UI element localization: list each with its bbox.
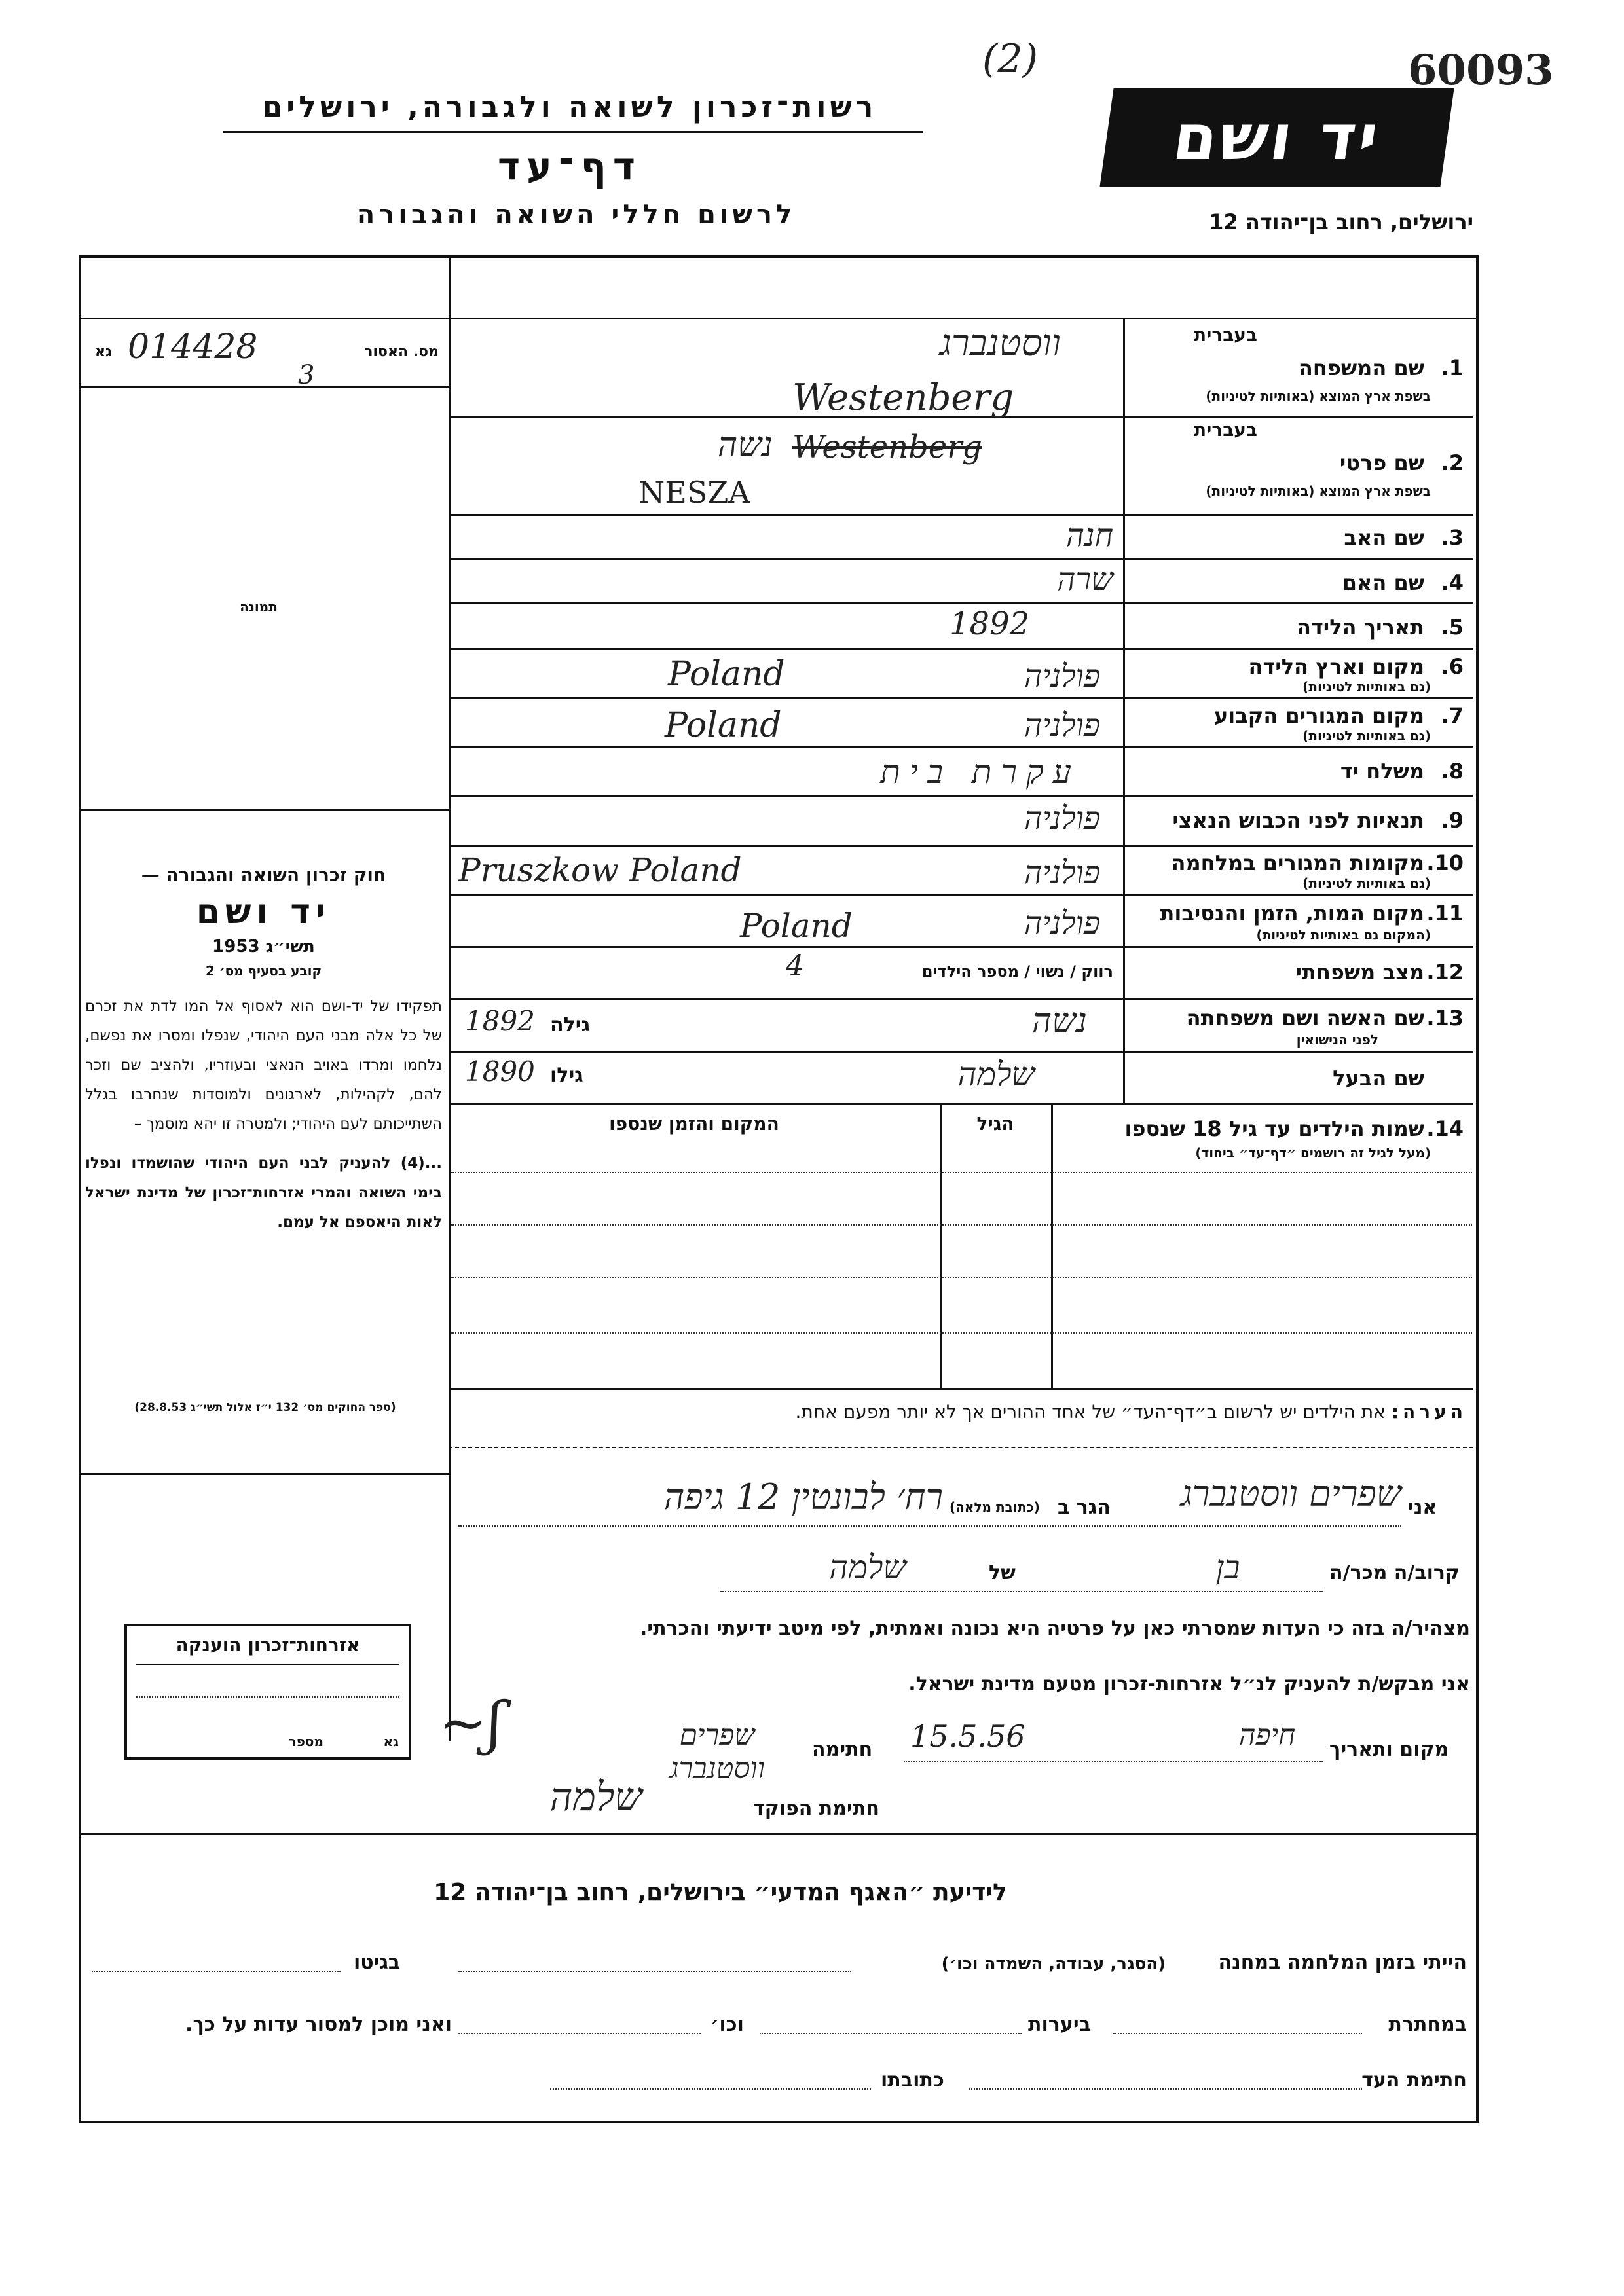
footer-line2-end: ואני מוכן למסור עדות על כך. — [185, 2013, 452, 2036]
field-12-number: 12. — [1426, 960, 1464, 985]
field-5-value[interactable]: 1892 — [950, 606, 1030, 642]
footer-line2-label: במחתרת — [1388, 2013, 1467, 2036]
decl-affirm: מצהיר/ה בזה כי העדות שמסרתי כאן על פרטיה היא נכונה ואמתית, לפי מיטב ידיעתי והכרתי. — [639, 1617, 1470, 1640]
field-11-label: מקום המות, הזמן והנסיבות — [1160, 901, 1424, 926]
photo-label: תמונה — [240, 599, 278, 615]
serial-box — [82, 327, 445, 390]
field-2-value-latin[interactable]: NESZA — [638, 475, 750, 510]
field-row-12 — [1126, 949, 1470, 996]
field-9-value[interactable]: פולניה — [1024, 800, 1100, 837]
decl-request: אני מבקש/ת להעניק לנ״ל אזרחות-זכרון מטעם מדינת ישראל. — [908, 1673, 1470, 1696]
field-1-label: שם המשפחה — [1298, 355, 1424, 380]
page-mark: (2) — [982, 36, 1038, 82]
form-subtitle: לרשום חללי השואה והגבורה — [356, 200, 796, 230]
decl-residing: הגר ב — [1058, 1496, 1111, 1519]
field-3-label: שם האב — [1344, 525, 1424, 550]
field-7-value-latin[interactable]: Poland — [665, 706, 782, 745]
field-7-value-he[interactable]: פולניה — [1024, 707, 1100, 744]
field-row-13 — [1126, 1002, 1470, 1049]
decl-place-date-label: מקום ותאריך — [1329, 1738, 1449, 1761]
field-3-value[interactable]: חנה — [1065, 517, 1113, 554]
field-1-value-latin[interactable]: Westenberg — [792, 376, 1014, 419]
field-row-6 — [1126, 650, 1470, 696]
field-7-number: 7. — [1441, 703, 1464, 728]
logo-text: יד ושם — [1168, 101, 1386, 174]
memorial-citizenship-box — [124, 1624, 411, 1760]
field-husband-label: שם הבעל — [1333, 1066, 1424, 1091]
serial-prefix: גא — [95, 344, 112, 360]
field-11-value-latin[interactable]: Poland — [740, 907, 853, 945]
field-13-age[interactable]: 1892 — [465, 1005, 535, 1037]
law-title: חוק זכרון השואה והגבורה — — [141, 864, 386, 886]
field-2-lang: בעברית — [1193, 419, 1257, 441]
footer-line3-end: כתובתו — [881, 2069, 944, 2092]
footer-line1-label: הייתי בזמן המלחמה במחנה — [1218, 1951, 1467, 1974]
decl-address-hint: (כתובת מלאה) — [950, 1499, 1040, 1515]
decl-officer-label: חתימת הפוקד — [753, 1797, 879, 1820]
decl-relation[interactable]: בן — [1215, 1548, 1240, 1586]
authority-name: רשות־זכרון לשואה ולגבורה, ירושלים — [262, 90, 877, 124]
field-2-value-he[interactable]: נשה — [717, 426, 773, 465]
field-5-label: תאריך הלידה — [1296, 615, 1424, 640]
field-1-value-he[interactable]: ווסטנברג — [939, 322, 1061, 365]
field-11-value-he[interactable]: פולניה — [1024, 905, 1100, 941]
law-text-1: תפקידו של יד-ושם הוא לאסוף אל המו לדת את זכרם של כל אלה מבני העם היהודי, שנפלו ומסרו את נפשם, נלחמו ומרדו באויב הנאצי ובעוזריו, ולהציב שם וזכר להם, לקהילות, לארגונים ולמוסדות שנחרבו בגלל השתייכותם לעם היהודי; ולמטרה זו יהא מוסמך – — [85, 998, 442, 1133]
field-8-label: משלח יד — [1340, 759, 1424, 784]
field-10-value-latin[interactable]: Pruszkow Poland — [458, 851, 742, 889]
decl-of-label: של — [989, 1561, 1016, 1584]
children-col-age: הגיל — [976, 1113, 1014, 1135]
footer-line1-hint: (הסגר, עבודה, השמדה וכו׳) — [941, 1954, 1166, 1974]
field-10-value-he[interactable]: פולניה — [1024, 854, 1100, 891]
stamp-serial-prefix: גא — [383, 1734, 399, 1749]
serial-label: מס. האסור — [364, 344, 439, 360]
decl-date[interactable]: 15.5.56 — [910, 1719, 1025, 1754]
field-2-number: 2. — [1441, 450, 1464, 475]
field-8-number: 8. — [1441, 759, 1464, 784]
field-row-11 — [1126, 897, 1470, 944]
field-row-9 — [1126, 799, 1470, 841]
field-2-value-struck: Westenberg — [792, 429, 982, 465]
stamp-serial-label: מספר — [288, 1734, 323, 1749]
footer-line3-label: חתימת העד — [1361, 2069, 1467, 2092]
field-13-value[interactable]: נשה — [1031, 1002, 1087, 1041]
footer-line2-mid1: ביערות — [1028, 2013, 1091, 2036]
footer-title: לידיעת ״האגף המדעי״ בירושלים, רחוב בן־יהודה 12 — [434, 1879, 1007, 1906]
field-10-number: 10. — [1426, 850, 1464, 875]
decl-i-label: אני — [1408, 1496, 1437, 1519]
field-7-sub: (גם באותיות לטיניות) — [1302, 728, 1431, 744]
children-number: 14. — [1426, 1116, 1464, 1141]
field-2-sub: בשפת ארץ המוצא (באותיות לטיניות) — [1206, 483, 1431, 499]
field-6-sub: (גם באותיות לטיניות) — [1302, 679, 1431, 695]
footer-line1-end: בגיטו — [354, 1951, 401, 1974]
note-text: את הילדים יש לרשום ב״דף־העד״ של אחד ההורים אך לא יותר מפעם אחת. — [795, 1401, 1386, 1423]
field-row-10 — [1126, 847, 1470, 892]
field-6-number: 6. — [1441, 654, 1464, 679]
field-3-number: 3. — [1441, 525, 1464, 550]
field-4-value[interactable]: שרה — [1057, 561, 1113, 598]
note-row — [458, 1401, 1467, 1423]
note-label: הערה: — [1391, 1401, 1467, 1423]
law-panel — [85, 864, 442, 1237]
yad-vashem-logo — [1099, 88, 1454, 187]
stamp-title: אזרחות־זכרון הוענקה — [175, 1634, 360, 1656]
children-header — [1054, 1116, 1470, 1169]
field-1-lang: בעברית — [1193, 324, 1257, 346]
decl-signature-scrawl: ~ʃ — [439, 1689, 503, 1757]
children-label: שמות הילדים עד גיל 18 שנספו — [1124, 1116, 1424, 1141]
field-13-number: 13. — [1426, 1006, 1464, 1030]
field-husband-age-label: גילו — [550, 1064, 583, 1087]
decl-signature-label: חתימה — [812, 1738, 873, 1761]
field-row-8 — [1126, 750, 1470, 792]
field-12-label: מצב משפחתי — [1295, 960, 1424, 985]
field-12-value[interactable]: 4 — [786, 949, 804, 983]
address: ירושלים, רחוב בן־יהודה 12 — [1209, 210, 1473, 234]
decl-officer-signature[interactable]: שלמה — [549, 1774, 642, 1820]
field-row-7 — [1126, 699, 1470, 745]
law-year: תשי״ג 1953 — [212, 937, 315, 957]
law-name: יד ושם — [196, 892, 331, 932]
field-row-4 — [1126, 561, 1470, 600]
field-13-sub: לפני הנישואין — [1296, 1032, 1378, 1048]
field-6-value-he[interactable]: פולניה — [1024, 658, 1100, 695]
decl-signature[interactable]: שפרים ווסטנברג — [669, 1719, 765, 1785]
archive-number: 60093 — [1408, 46, 1554, 95]
field-1-number: 1. — [1441, 355, 1464, 380]
form-title: דף־עד — [497, 144, 642, 189]
field-10-sub: (גם באותיות לטיניות) — [1302, 875, 1431, 891]
field-6-label: מקום וארץ הלידה — [1248, 654, 1424, 679]
decl-name[interactable]: שפרים ווסטנברג — [1181, 1473, 1401, 1514]
law-reference: (ספר החוקים מס׳ 132 י״ז אלול תשי״ג 28.8.53) — [134, 1401, 396, 1414]
field-9-number: 9. — [1441, 808, 1464, 833]
decl-of-name[interactable]: שלמה — [829, 1548, 906, 1586]
field-4-number: 4. — [1441, 570, 1464, 595]
decl-address[interactable]: רח׳ לבונטין 12 גיפה — [663, 1476, 943, 1518]
field-7-label: מקום המגורים הקבוע — [1213, 703, 1424, 728]
field-5-number: 5. — [1441, 615, 1464, 640]
footer-line2-mid2: וכו׳ — [710, 2013, 744, 2036]
law-text-2: ...(4) להעניק לבני העם היהודי שהושמדו ונפלו בימי השואה והמרי אזרחות־זכרון של מדינת ישראל לאות היאספם אל עמם. — [85, 1155, 442, 1231]
field-13-age-label: גילה — [550, 1013, 590, 1036]
field-row-husband — [1126, 1054, 1470, 1101]
field-row-2 — [1126, 419, 1470, 511]
field-10-label: מקומות המגורים במלחמה — [1171, 850, 1424, 875]
field-1-sub: בשפת ארץ המוצא (באותיות לטיניות) — [1206, 388, 1431, 404]
field-4-label: שם האם — [1342, 570, 1424, 595]
decl-relation-label: קרוב/ה מכר/ה — [1329, 1561, 1460, 1584]
serial-fraction: 3 — [298, 360, 315, 390]
field-11-sub: (המקום גם באותיות לטיניות) — [1256, 927, 1431, 943]
serial-value: 014428 — [128, 327, 258, 367]
field-13-label: שם האשה ושם משפחתה — [1186, 1006, 1424, 1030]
field-row-5 — [1126, 606, 1470, 645]
field-9-label: תנאיות לפני הכבוש הנאצי — [1172, 808, 1424, 833]
field-husband-age[interactable]: 1890 — [465, 1055, 535, 1087]
field-husband-value[interactable]: שלמה — [957, 1055, 1035, 1093]
law-clause: קובע בסעיף מס׳ 2 — [205, 963, 322, 979]
field-row-1 — [1126, 324, 1470, 416]
field-2-label: שם פרטי — [1339, 450, 1424, 475]
decl-place[interactable]: חיפה — [1238, 1719, 1296, 1752]
field-11-number: 11. — [1426, 901, 1464, 926]
field-8-value[interactable]: עקרת בית — [880, 753, 1080, 791]
field-row-3 — [1126, 517, 1470, 556]
field-12-hint: רווק / נשוי / מספר הילדים — [921, 962, 1113, 981]
children-sub: (מעל לגיל זה רושמים ״דף־עד״ ביחוד) — [1195, 1145, 1431, 1161]
field-6-value-latin[interactable]: Poland — [668, 655, 785, 694]
children-col-place: המקום והזמן שנספו — [609, 1113, 779, 1135]
